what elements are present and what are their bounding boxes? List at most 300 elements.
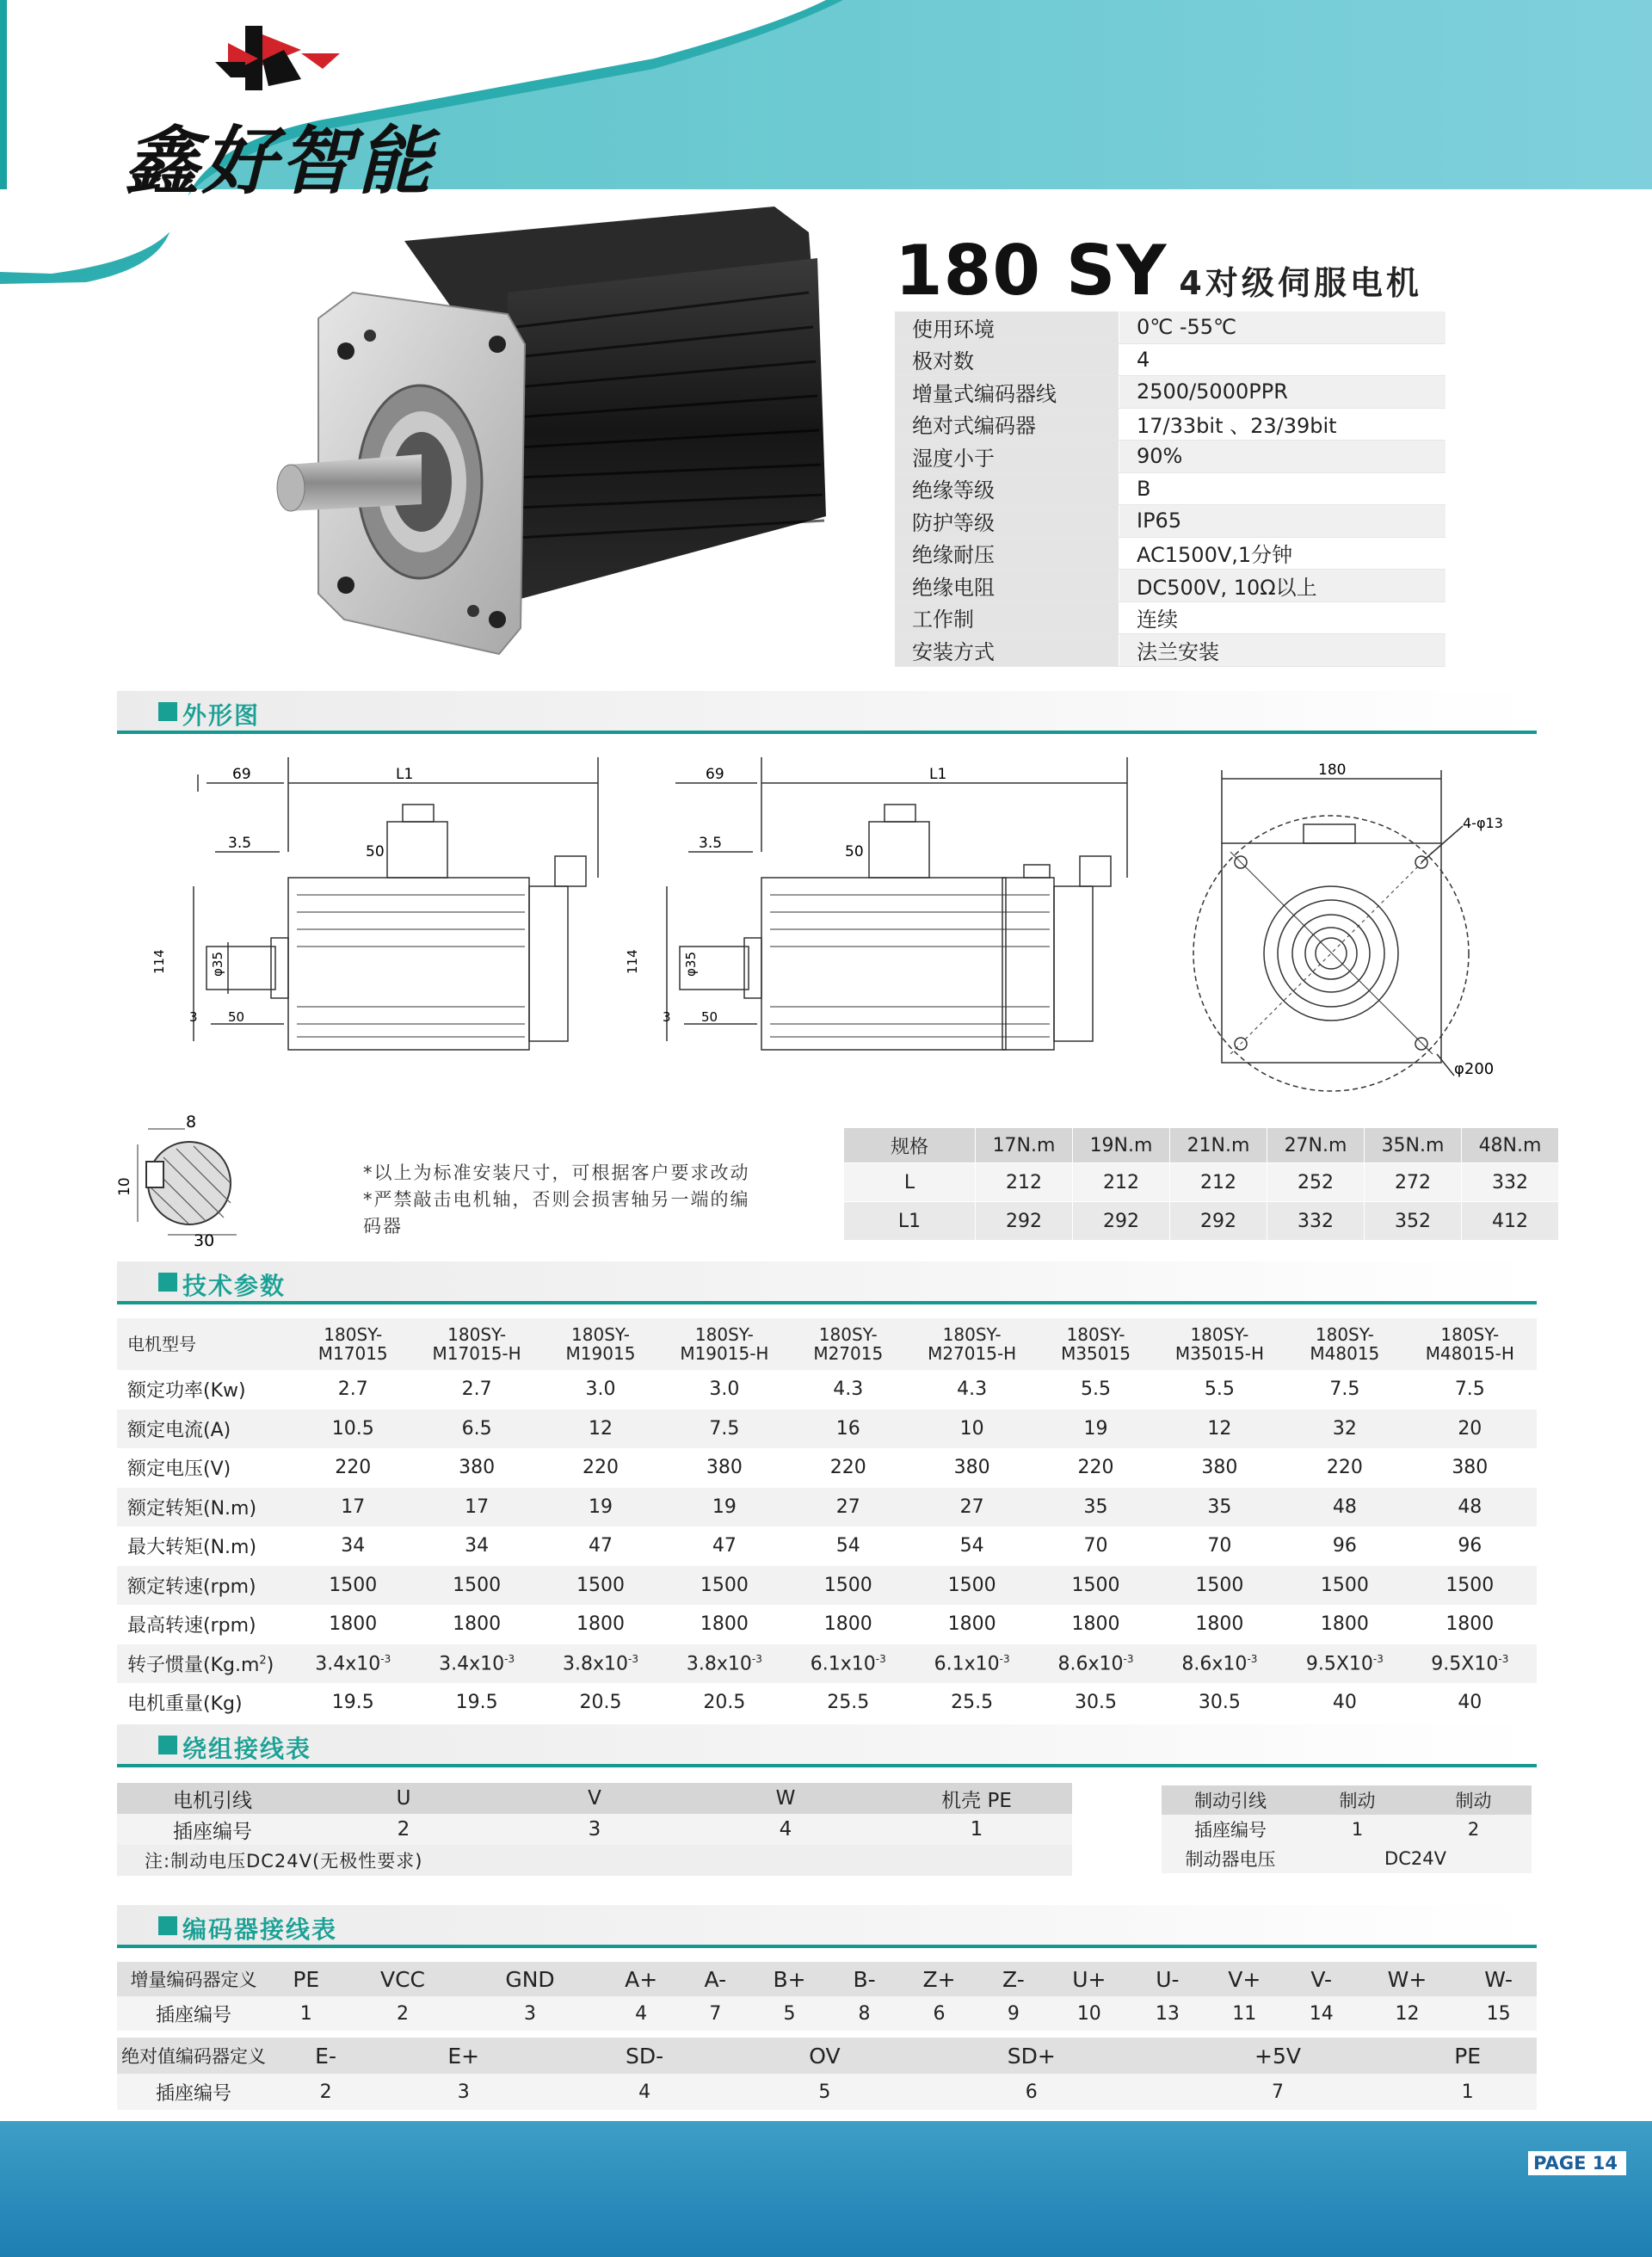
spec-key: 工作制 [895,601,1119,634]
tech-cell: 380 [905,1448,1039,1488]
brake-table [1162,1785,1532,1873]
note-line: 码器 [363,1216,403,1236]
spec-key: 湿度小于 [895,441,1119,473]
tech-cell: 40 [1286,1683,1403,1723]
spec-value: 0℃ -55℃ [1119,311,1446,343]
inertia-exp: -3 [1247,1652,1258,1665]
tech-cell: 19 [544,1488,657,1527]
inertia-exp: -3 [1372,1652,1384,1665]
brake-cell: 插座编号 [1162,1815,1299,1844]
spec-row [895,634,1446,667]
tech-cell [657,1644,791,1684]
brake-header: 制动 [1299,1785,1415,1815]
tech-cell: 3.0 [657,1370,791,1409]
encoder-header: 绝对值编码器定义 [117,2038,270,2074]
tech-cell [1403,1644,1537,1684]
encoder-pin: 7 [686,1996,745,2031]
dim-key-30: 30 [194,1231,215,1250]
dim-cell: 292 [976,1202,1073,1241]
tech-cell: 19.5 [296,1683,410,1723]
model-suffix: M17015 [317,1343,388,1364]
brake-cell: 制动器电压 [1162,1844,1299,1873]
dim-header: 35N.m [1365,1128,1462,1163]
tech-cell: 1800 [1286,1605,1403,1644]
tech-cell: 47 [544,1526,657,1566]
spec-row [895,408,1446,441]
encoder-header: VCC [342,1962,464,1996]
tech-cell: 380 [410,1448,543,1488]
tech-cell [296,1644,410,1684]
tech-row [117,1409,1537,1449]
section-tech [117,1261,1537,1304]
brake-cell: DC24V [1299,1844,1532,1873]
inertia-label-part: 转子惯量(Kg.m [127,1654,260,1676]
encoder-header: Z- [983,1962,1044,1996]
model-prefix: 180SY- [1190,1324,1249,1345]
encoder-pin: 3 [381,2074,546,2110]
page-number: PAGE 14 [1528,2151,1626,2175]
encoder-header-row [117,1962,1537,1996]
tech-cell: 380 [657,1448,791,1488]
section-title: 编码器接线表 [182,1915,338,1944]
inertia-exp: -3 [1498,1652,1509,1665]
spec-key: 绝缘电阻 [895,570,1119,602]
encoder-pin: 11 [1200,1996,1289,2031]
tech-row-label: 额定电流(A) [117,1409,296,1449]
tech-cell: 220 [792,1448,905,1488]
section-winding [117,1724,1537,1767]
encoder-pin: 3 [463,1996,596,2031]
dim-114: 114 [625,949,640,974]
tech-cell: 220 [544,1448,657,1488]
model-prefix: 180SY- [818,1324,878,1345]
tech-cell: 2.7 [410,1370,543,1409]
encoder-pin: 7 [1157,2074,1399,2110]
tech-cell [1039,1644,1152,1684]
dim-header: 规格 [844,1128,976,1163]
model-name [657,1318,791,1370]
tech-cell: 16 [792,1409,905,1449]
inertia-base: 3.8x10 [563,1652,629,1674]
tech-row-label [117,1644,296,1684]
dim-cell: 332 [1462,1163,1559,1202]
brake-header: 制动引线 [1162,1785,1299,1815]
product-subtitle: 4对级伺服电机 [1179,264,1422,302]
tech-cell: 20 [1403,1409,1537,1449]
spec-row [895,343,1446,376]
tech-cell: 32 [1286,1409,1403,1449]
tech-cell: 220 [1039,1448,1152,1488]
tech-cell: 17 [296,1488,410,1527]
product-model: 180 SY [895,231,1168,311]
model-prefix: 180SY- [447,1324,507,1345]
encoder-pin: 9 [983,1996,1044,2031]
tech-row [117,1644,1537,1684]
tech-cell: 70 [1153,1526,1286,1566]
tech-cell: 35 [1039,1488,1152,1527]
tech-cell [410,1644,543,1684]
dim-cell: L [844,1163,976,1202]
dim-header-row [844,1128,1559,1163]
dim-l1: L1 [396,766,414,783]
model-suffix: M48015 [1310,1343,1380,1364]
tech-cell: 1500 [1286,1566,1403,1606]
tech-cell: 96 [1403,1526,1537,1566]
inertia-exp: -3 [999,1652,1010,1665]
section-marker [158,1273,177,1292]
tech-cell [905,1644,1039,1684]
inertia-base: 3.8x10 [686,1652,752,1674]
tech-row [117,1370,1537,1409]
dim-row [844,1202,1559,1241]
section-outline [117,691,1537,734]
dim-3: 3 [189,1009,198,1025]
dim-50b: 50 [701,1009,718,1025]
tech-cell [1153,1644,1286,1684]
model-prefix: 180SY- [1066,1324,1125,1345]
inertia-exp: -3 [380,1652,391,1665]
tech-cell: 1800 [410,1605,543,1644]
dim-114: 114 [151,949,167,974]
winding-header: W [690,1783,881,1814]
tech-cell: 1500 [1153,1566,1286,1606]
encoder-pin: 15 [1460,1996,1537,2031]
tech-cell: 70 [1039,1526,1152,1566]
inertia-base: 3.4x10 [439,1652,505,1674]
tech-row [117,1448,1537,1488]
spec-row [895,601,1446,634]
winding-header: 机壳 PE [881,1783,1072,1814]
encoder-header: OV [743,2038,906,2074]
tech-cell: 6.5 [410,1409,543,1449]
model-name [792,1318,905,1370]
tech-cell: 1800 [296,1605,410,1644]
encoder-header: V+ [1200,1962,1289,1996]
model-suffix: M19015 [565,1343,636,1364]
model-suffix: M27015-H [928,1343,1017,1364]
model-prefix: 180SY- [571,1324,630,1345]
tech-cell: 1800 [544,1605,657,1644]
model-suffix: M35015-H [1174,1343,1264,1364]
tech-cell: 5.5 [1153,1370,1286,1409]
spec-key: 安装方式 [895,634,1119,667]
dim-cell: 212 [1170,1163,1267,1202]
spec-value: B [1119,472,1446,505]
tech-cell: 1800 [1039,1605,1152,1644]
inertia-exp: -3 [875,1652,886,1665]
tech-cell: 1500 [905,1566,1039,1606]
tech-row [117,1566,1537,1606]
spec-key: 增量式编码器线 [895,376,1119,409]
encoder-header: Z+ [895,1962,983,1996]
encoder-abs-table [117,2038,1537,2110]
dim-cell: 332 [1267,1202,1365,1241]
tech-cell: 1500 [296,1566,410,1606]
tech-cell: 30.5 [1039,1683,1152,1723]
brake-cell: 1 [1299,1815,1415,1844]
tech-cell: 3.0 [544,1370,657,1409]
encoder-header: GND [463,1962,596,1996]
spec-value: 90% [1119,441,1446,473]
encoder-header-row [117,2038,1537,2074]
tech-row [117,1683,1537,1723]
encoder-pin: 插座编号 [117,1996,270,2031]
dim-phi200: φ200 [1454,1060,1495,1078]
spec-row [895,570,1446,602]
tech-cell: 1500 [410,1566,543,1606]
model-suffix: M17015-H [432,1343,521,1364]
inertia-label-part: ) [266,1654,274,1676]
spec-value: 17/33bit 、23/39bit [1119,408,1446,441]
tech-params-table [117,1318,1537,1723]
winding-header: 电机引线 [117,1783,308,1814]
tech-cell: 1800 [657,1605,791,1644]
encoder-header: PE [270,1962,342,1996]
model-name [1153,1318,1286,1370]
encoder-inc-table [117,1962,1537,2031]
spec-row [895,441,1446,473]
tech-row [117,1605,1537,1644]
tech-cell: 380 [1153,1448,1286,1488]
inertia-base: 8.6x10 [1057,1652,1124,1674]
model-prefix: 180SY- [324,1324,383,1345]
encoder-header: PE [1398,2038,1537,2074]
dim-cell: 292 [1170,1202,1267,1241]
tech-cell: 54 [905,1526,1039,1566]
winding-cell: 1 [881,1814,1072,1845]
encoder-pin: 12 [1354,1996,1461,2031]
encoder-header: V- [1289,1962,1354,1996]
tech-cell: 1800 [792,1605,905,1644]
encoder-pin: 1 [270,1996,342,2031]
spec-key: 绝对式编码器 [895,408,1119,441]
inertia-base: 9.5X10 [1431,1652,1499,1674]
model-name [1286,1318,1403,1370]
outline-drawing-side-1 [146,749,611,1093]
dim-header: 21N.m [1170,1128,1267,1163]
winding-cell: 4 [690,1814,881,1845]
tech-cell: 35 [1153,1488,1286,1527]
encoder-header: E+ [381,2038,546,2074]
tech-row-label: 最高转速(rpm) [117,1605,296,1644]
encoder-pin: 1 [1398,2074,1537,2110]
tech-cell: 12 [1153,1409,1286,1449]
tech-row-label: 最大转矩(N.m) [117,1526,296,1566]
tech-cell: 19.5 [410,1683,543,1723]
spec-row [895,537,1446,570]
winding-table [117,1783,1072,1876]
encoder-header: A+ [597,1962,686,1996]
dim-3: 3 [663,1009,671,1025]
dim-header: 19N.m [1073,1128,1170,1163]
dim-50: 50 [366,843,385,860]
dim-3-5: 3.5 [228,835,252,852]
tech-cell: 48 [1403,1488,1537,1527]
model-name [1039,1318,1152,1370]
dim-cell: 352 [1365,1202,1462,1241]
tech-cell: 380 [1403,1448,1537,1488]
tech-cell: 1800 [1403,1605,1537,1644]
tech-cell: 25.5 [792,1683,905,1723]
winding-cell: 3 [499,1814,690,1845]
tech-cell: 7.5 [1286,1370,1403,1409]
outline-drawing-side-2 [620,749,1136,1093]
spec-key: 使用环境 [895,311,1119,343]
tech-row-label: 电机型号 [117,1318,296,1370]
tech-cell: 1500 [1039,1566,1152,1606]
model-suffix: M19015-H [680,1343,769,1364]
note-line: *严禁敲击电机轴，否则会损害轴另一端的编 [363,1189,750,1210]
spec-key: 绝缘等级 [895,472,1119,505]
tech-model-row [117,1318,1537,1370]
model-suffix: M48015-H [1425,1343,1514,1364]
motor-photo [293,207,826,671]
encoder-header: 增量编码器定义 [117,1962,270,1996]
dim-cell: 292 [1073,1202,1170,1241]
encoder-pin: 4 [546,2074,743,2110]
model-name [410,1318,543,1370]
tech-cell: 34 [410,1526,543,1566]
dim-row [844,1163,1559,1202]
spec-row [895,376,1446,409]
tech-row-label: 额定转矩(N.m) [117,1488,296,1527]
encoder-pin: 插座编号 [117,2074,270,2110]
spec-row [895,472,1446,505]
outline-drawing-front [1187,757,1514,1101]
model-prefix: 180SY- [942,1324,1002,1345]
model-prefix: 180SY- [1440,1324,1500,1345]
section-title: 外形图 [182,701,261,730]
tech-cell: 34 [296,1526,410,1566]
tech-cell: 1800 [905,1605,1039,1644]
spec-table [895,311,1446,667]
tech-cell: 27 [905,1488,1039,1527]
dimension-table [843,1127,1559,1241]
inertia-base: 6.1x10 [810,1652,876,1674]
dim-180: 180 [1318,762,1347,779]
encoder-pin: 13 [1135,1996,1200,2031]
dim-cell: 412 [1462,1202,1559,1241]
tech-cell [544,1644,657,1684]
model-suffix: M35015 [1061,1343,1131,1364]
tech-cell: 1500 [544,1566,657,1606]
tech-cell: 27 [792,1488,905,1527]
encoder-pin: 4 [597,1996,686,2031]
inertia-exp: -3 [504,1652,515,1665]
tech-cell [1286,1644,1403,1684]
inertia-base: 6.1x10 [934,1652,1000,1674]
winding-cell: 2 [308,1814,499,1845]
tech-cell: 19 [657,1488,791,1527]
spec-key: 绝缘耐压 [895,537,1119,570]
product-title [895,231,1422,311]
page-footer [0,2121,1652,2257]
brake-header: 制动 [1415,1785,1532,1815]
encoder-header: U- [1135,1962,1200,1996]
section-title: 绕组接线表 [182,1735,312,1763]
winding-note: 注:制动电压DC24V(无极性要求) [117,1845,1072,1876]
spec-value: 连续 [1119,601,1446,634]
model-name [296,1318,410,1370]
model-suffix: M27015 [813,1343,884,1364]
spec-value: 4 [1119,343,1446,376]
tech-row-label: 额定转速(rpm) [117,1566,296,1606]
dim-holes: 4-φ13 [1463,815,1503,831]
encoder-header: A- [686,1962,745,1996]
encoder-pin-row [117,1996,1537,2031]
winding-header: U [308,1783,499,1814]
tech-row-label: 额定功率(Kw) [117,1370,296,1409]
tech-cell: 54 [792,1526,905,1566]
tech-cell: 30.5 [1153,1683,1286,1723]
winding-cell: 插座编号 [117,1814,308,1845]
encoder-pin: 5 [745,1996,834,2031]
encoder-pin-row [117,2074,1537,2110]
dim-69: 69 [706,766,724,783]
dim-cell: L1 [844,1202,976,1241]
dim-69: 69 [232,766,251,783]
spec-value: 2500/5000PPR [1119,376,1446,409]
tech-cell: 2.7 [296,1370,410,1409]
inertia-base: 9.5X10 [1305,1652,1373,1674]
dim-key-8: 8 [186,1113,197,1132]
dim-cell: 212 [1073,1163,1170,1202]
tech-row-label: 电机重量(Kg) [117,1683,296,1723]
dim-phi35: φ35 [210,952,225,977]
tech-cell: 40 [1403,1683,1537,1723]
dim-key-10: 10 [116,1177,133,1196]
spec-value: IP65 [1119,505,1446,538]
model-name [1403,1318,1537,1370]
tech-cell: 12 [544,1409,657,1449]
note-line: *以上为标准安装尺寸，可根据客户要求改动 [363,1162,750,1183]
tech-cell: 220 [296,1448,410,1488]
section-marker [158,702,177,721]
model-prefix: 180SY- [1315,1324,1374,1345]
tech-cell: 17 [410,1488,543,1527]
dim-cell: 212 [976,1163,1073,1202]
tech-cell: 1500 [1403,1566,1537,1606]
tech-cell: 20.5 [544,1683,657,1723]
spec-key: 极对数 [895,343,1119,376]
encoder-header: +5V [1157,2038,1399,2074]
tech-cell: 1800 [1153,1605,1286,1644]
dim-cell: 272 [1365,1163,1462,1202]
drawing-notes [363,1160,750,1240]
dim-50b: 50 [228,1009,245,1025]
dim-header: 48N.m [1462,1128,1559,1163]
tech-cell: 48 [1286,1488,1403,1527]
tech-cell: 4.3 [905,1370,1039,1409]
tech-cell: 20.5 [657,1683,791,1723]
encoder-header: SD- [546,2038,743,2074]
dim-l1: L1 [929,766,947,783]
encoder-header: B- [834,1962,895,1996]
brand-name: 鑫好智能 [125,119,435,205]
tech-cell: 25.5 [905,1683,1039,1723]
dim-header: 17N.m [976,1128,1073,1163]
spec-value: DC500V, 10Ω以上 [1119,570,1446,602]
encoder-pin: 2 [342,1996,464,2031]
tech-row-label: 额定电压(V) [117,1448,296,1488]
encoder-pin: 6 [906,2074,1157,2110]
section-marker [158,1736,177,1754]
model-name [544,1318,657,1370]
tech-cell: 10.5 [296,1409,410,1449]
tech-row [117,1526,1537,1566]
winding-header: V [499,1783,690,1814]
tech-cell: 19 [1039,1409,1152,1449]
